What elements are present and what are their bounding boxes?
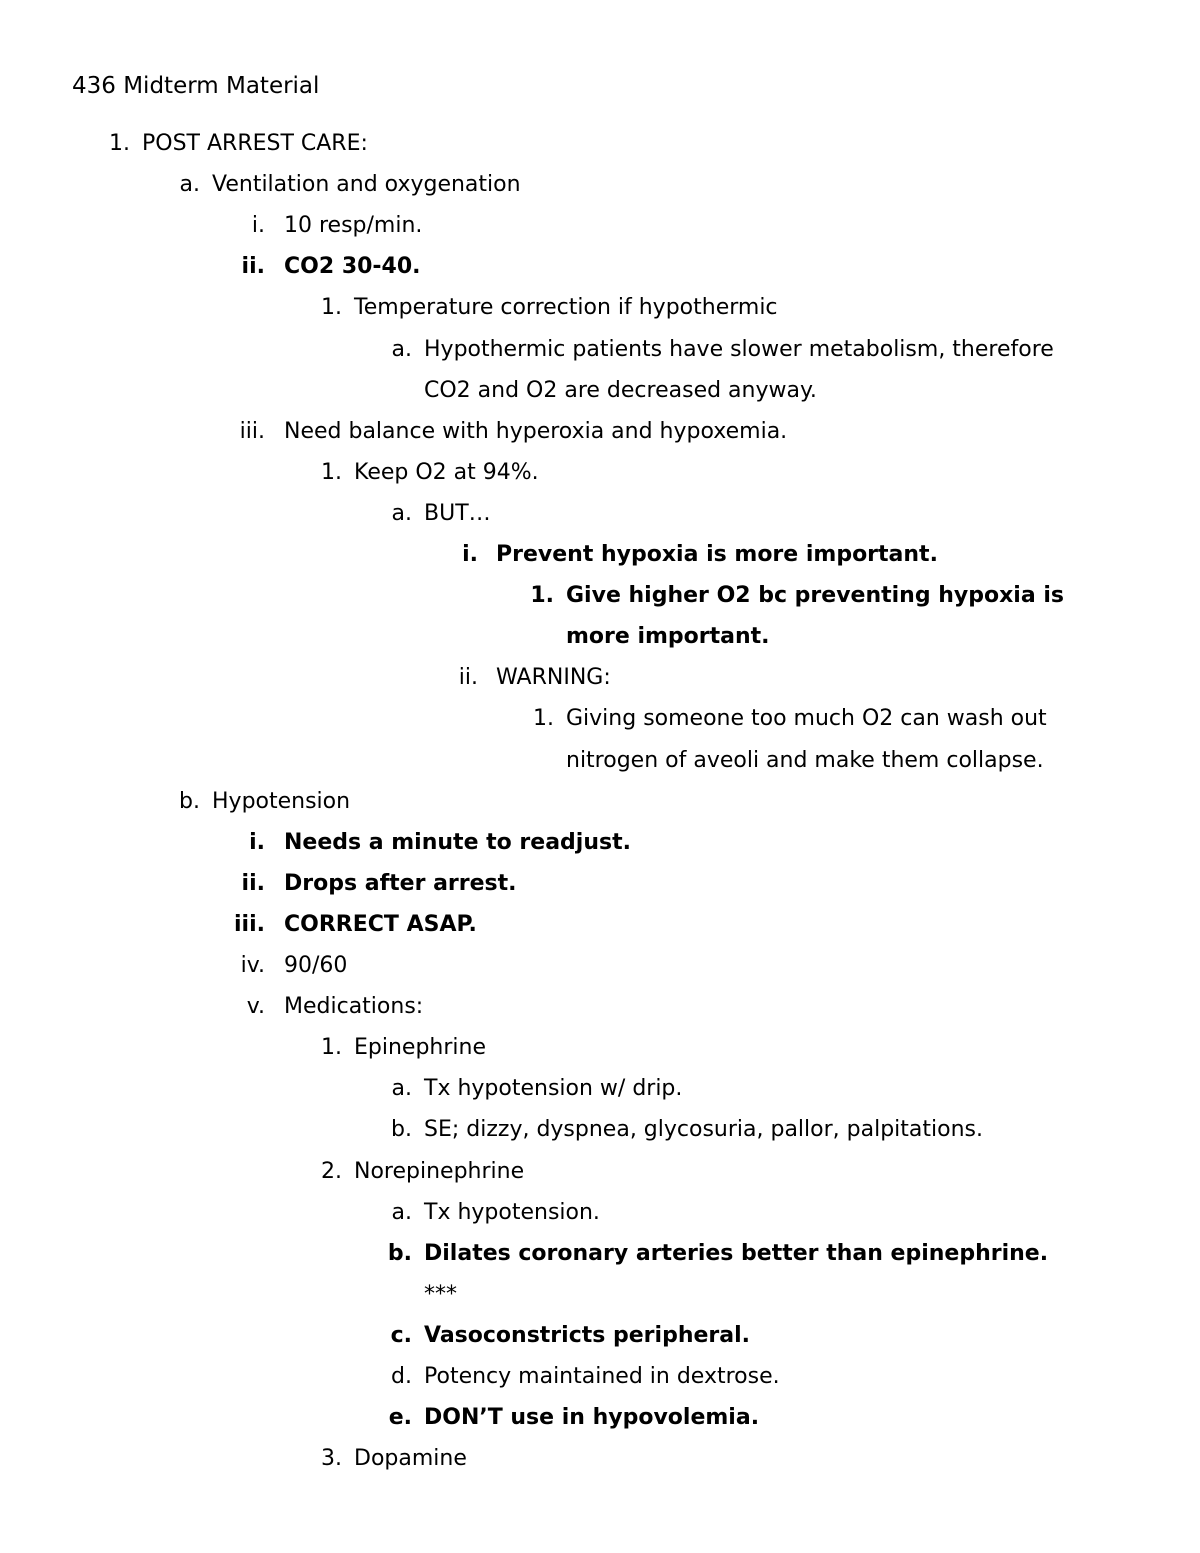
- list-item-text: DON’T use in hypovolemia.: [424, 1405, 760, 1430]
- outline-line: [0, 1075, 1200, 1116]
- list-item-text: Drops after arrest.: [284, 871, 517, 896]
- list-marker: a.: [391, 337, 412, 362]
- list-item-text: Dopamine: [354, 1446, 467, 1471]
- list-marker: a.: [391, 1200, 412, 1225]
- list-item-text: nitrogen of aveoli and make them collapse.: [566, 748, 1044, 773]
- list-item-text: Hypotension: [212, 789, 351, 814]
- list-marker: ii.: [458, 665, 478, 690]
- list-item-text: Need balance with hyperoxia and hypoxemia.: [284, 419, 788, 444]
- list-item-text: BUT…: [424, 501, 491, 526]
- list-item-text: more important.: [566, 624, 770, 649]
- outline-line: [0, 829, 1200, 870]
- list-marker: 1.: [530, 583, 554, 608]
- list-item-text: Ventilation and oxygenation: [212, 172, 521, 197]
- list-item-text: Potency maintained in dextrose.: [424, 1364, 780, 1389]
- list-marker: ii.: [241, 871, 265, 896]
- list-marker: 1.: [321, 295, 342, 320]
- list-item-text: Medications:: [284, 994, 424, 1019]
- outline-line: [0, 1199, 1200, 1240]
- outline-line: [0, 500, 1200, 541]
- list-marker: i.: [249, 830, 265, 855]
- list-marker: 1.: [533, 706, 554, 731]
- list-item-text: Epinephrine: [354, 1035, 486, 1060]
- outline-line: [0, 623, 1200, 664]
- list-marker: a.: [391, 1076, 412, 1101]
- outline-line: [0, 1116, 1200, 1157]
- outline-line: [0, 870, 1200, 911]
- list-marker: iv.: [240, 953, 265, 978]
- outline-line: [0, 1158, 1200, 1199]
- outline-line: [0, 541, 1200, 582]
- list-marker: c.: [390, 1323, 412, 1348]
- list-marker: 1.: [109, 131, 130, 156]
- outline-line: [0, 294, 1200, 335]
- outline-line: [0, 1281, 1200, 1322]
- list-marker: a.: [391, 501, 412, 526]
- list-marker: b.: [387, 1241, 412, 1266]
- list-marker: 2.: [321, 1159, 342, 1184]
- list-marker: i.: [251, 213, 265, 238]
- outline-line: [0, 705, 1200, 746]
- list-item-text: Give higher O2 bc preventing hypoxia is: [566, 583, 1064, 608]
- list-marker: ii.: [241, 254, 265, 279]
- outline-line: [0, 993, 1200, 1034]
- list-item-text: 10 resp/min.: [284, 213, 423, 238]
- list-marker: a.: [179, 172, 200, 197]
- list-item-text: Needs a minute to readjust.: [284, 830, 631, 855]
- list-item-text: POST ARREST CARE:: [142, 131, 368, 156]
- outline-line: [0, 253, 1200, 294]
- list-item-text: Prevent hypoxia is more important.: [496, 542, 938, 567]
- list-marker: b.: [179, 789, 200, 814]
- list-item-text: CO2 30-40.: [284, 254, 421, 279]
- list-item-text: CORRECT ASAP.: [284, 912, 477, 937]
- list-marker: 1.: [321, 460, 342, 485]
- list-item-text: SE; dizzy, dyspnea, glycosuria, pallor, palpitations.: [424, 1117, 983, 1142]
- list-marker: iii.: [234, 912, 265, 937]
- outline-line: [0, 582, 1200, 623]
- outline-line: [0, 664, 1200, 705]
- outline-line: [0, 1034, 1200, 1075]
- outline-line: [0, 788, 1200, 829]
- outline-line: [0, 911, 1200, 952]
- list-item-text: Tx hypotension.: [424, 1200, 600, 1225]
- outline-line: [0, 377, 1200, 418]
- list-marker: 1.: [321, 1035, 342, 1060]
- outline-line: [0, 459, 1200, 500]
- outline-line: [0, 952, 1200, 993]
- list-marker: e.: [388, 1405, 412, 1430]
- list-marker: i.: [462, 542, 478, 567]
- list-marker: 3.: [321, 1446, 342, 1471]
- list-marker: d.: [391, 1364, 412, 1389]
- list-marker: iii.: [239, 419, 265, 444]
- outline-line: [0, 212, 1200, 253]
- document-title: 436 Midterm Material: [72, 73, 320, 99]
- list-item-text: WARNING:: [496, 665, 611, 690]
- outline-line: [0, 1363, 1200, 1404]
- list-item-text: 90/60: [284, 953, 348, 978]
- outline-line: [0, 418, 1200, 459]
- list-item-text: Keep O2 at 94%.: [354, 460, 539, 485]
- outline-line: [0, 1404, 1200, 1445]
- outline-line: [0, 336, 1200, 377]
- list-item-text: Dilates coronary arteries better than epinephrine.: [424, 1241, 1049, 1266]
- list-item-text: CO2 and O2 are decreased anyway.: [424, 378, 817, 403]
- list-marker: b.: [391, 1117, 412, 1142]
- outline-line: [0, 1240, 1200, 1281]
- list-item-text: Giving someone too much O2 can wash out: [566, 706, 1047, 731]
- list-item-text: Temperature correction if hypothermic: [354, 295, 778, 320]
- list-marker: v.: [246, 994, 265, 1019]
- list-item-text: Vasoconstricts peripheral.: [424, 1323, 750, 1348]
- list-item-text: ***: [424, 1282, 457, 1307]
- outline-line: [0, 130, 1200, 171]
- outline-line: [0, 747, 1200, 788]
- outline-line: [0, 171, 1200, 212]
- outline-line: [0, 1445, 1200, 1486]
- list-item-text: Tx hypotension w/ drip.: [424, 1076, 683, 1101]
- list-item-text: Norepinephrine: [354, 1159, 525, 1184]
- outline-line: [0, 1322, 1200, 1363]
- list-item-text: Hypothermic patients have slower metabolism, therefore: [424, 337, 1054, 362]
